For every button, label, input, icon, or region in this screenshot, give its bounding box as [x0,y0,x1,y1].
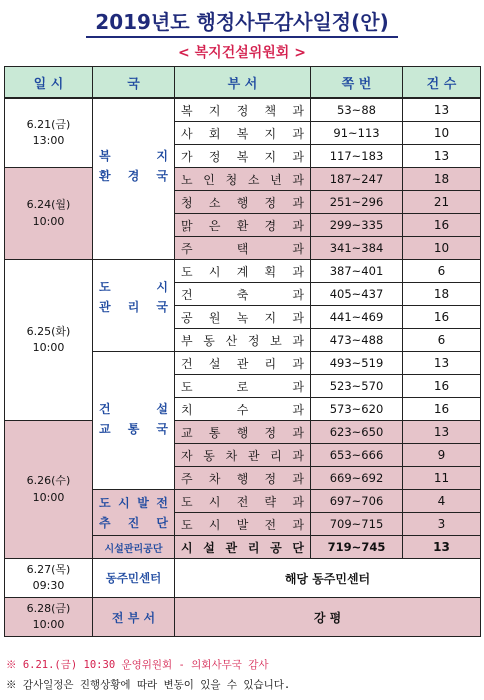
table-row [5,98,481,122]
pages-cell: 573~620 [311,398,403,421]
bureau-label: 복 지 [99,149,168,163]
pages-cell: 341~384 [311,237,403,260]
header-date: 일 시 [5,67,93,99]
dept-cell: 건 설 관 리 과 [175,352,311,375]
dept-cell: 사 회 복 지 과 [175,122,311,145]
count-cell: 16 [403,375,481,398]
date-cell: 6.21(금) 13:00 [5,98,93,168]
count-cell: 10 [403,237,481,260]
count-cell: 13 [403,352,481,375]
dept-cell: 부 동 산 정 보 과 [175,329,311,352]
pages-cell: 117~183 [311,145,403,168]
footnote-2 [6,677,290,692]
bureau-label: 추 진 단 [99,516,168,530]
pages-cell: 653~666 [311,444,403,467]
table-row [5,421,481,444]
bureau-cell-community: 동주민센터 [93,559,175,598]
count-cell: 4 [403,490,481,513]
count-cell: 13 [403,145,481,168]
dept-cell: 도 시 전 략 과 [175,490,311,513]
pages-cell: 405~437 [311,283,403,306]
count-cell: 21 [403,191,481,214]
count-cell: 13 [403,421,481,444]
dept-cell: 노 인 청 소 년 과 [175,168,311,191]
date-cell: 6.26(수) 10:00 [5,421,93,559]
count-cell: 16 [403,306,481,329]
pages-cell: 709~715 [311,513,403,536]
dept-cell: 주 택 과 [175,237,311,260]
bureau-label: 건 설 [99,402,168,416]
pages-cell: 623~650 [311,421,403,444]
note-text: 6.21.(금) 10:30 운영위원회 - 의회사무국 감사 [22,659,269,671]
count-cell: 13 [403,536,481,559]
page-title: 2019년도 행정사무감사일정(안) [95,10,389,34]
count-cell: 3 [403,513,481,536]
count-cell: 6 [403,260,481,283]
bureau-label: 교 통 국 [99,422,168,436]
table-row [5,598,481,637]
bureau-cell-construction [93,352,175,490]
header-count: 건 수 [403,67,481,99]
dept-cell: 건 축 과 [175,283,311,306]
bureau-label: 관 리 국 [99,300,168,314]
count-cell: 18 [403,168,481,191]
table-row [5,559,481,598]
pages-cell: 299~335 [311,214,403,237]
bureau-cell-facility: 시설관리공단 [93,536,175,559]
count-cell: 16 [403,214,481,237]
committee-subtitle: < 복지건설위원회 > [178,45,306,61]
dept-cell: 자 동 차 관 리 과 [175,444,311,467]
dept-cell: 가 정 복 지 과 [175,145,311,168]
pages-cell: 387~401 [311,260,403,283]
dept-cell: 도 시 계 획 과 [175,260,311,283]
count-cell: 9 [403,444,481,467]
count-cell: 16 [403,398,481,421]
date-cell: 6.25(화) 10:00 [5,260,93,421]
table-row [5,260,481,283]
header-bureau: 국 [93,67,175,99]
bureau-cell-all: 전 부 서 [93,598,175,637]
pages-cell: 473~488 [311,329,403,352]
bureau-label: 도 시 [99,280,168,294]
dept-cell: 시 설 관 리 공 단 [175,536,311,559]
count-cell: 13 [403,98,481,122]
count-cell: 11 [403,467,481,490]
note-mark: ※ [6,659,17,671]
pages-cell: 493~519 [311,352,403,375]
dept-cell: 맑 은 환 경 과 [175,214,311,237]
bureau-cell-urban-dev [93,490,175,536]
table-row [5,168,481,191]
dept-cell: 치 수 과 [175,398,311,421]
bureau-cell-urban [93,260,175,352]
header-department: 부 서 [175,67,311,99]
note-mark: ※ [6,679,17,691]
date-cell: 6.24(월) 10:00 [5,168,93,260]
count-cell: 18 [403,283,481,306]
audit-schedule-table [4,66,481,637]
dept-cell: 도 로 과 [175,375,311,398]
count-cell: 10 [403,122,481,145]
dept-cell: 도 시 발 전 과 [175,513,311,536]
dept-cell: 공 원 녹 지 과 [175,306,311,329]
pages-cell: 441~469 [311,306,403,329]
review-cell: 강 평 [175,598,481,637]
dept-cell: 교 통 행 정 과 [175,421,311,444]
pages-cell: 187~247 [311,168,403,191]
title-underline [86,36,398,38]
pages-cell: 697~706 [311,490,403,513]
dept-cell: 복 지 정 책 과 [175,98,311,122]
pages-cell: 719~745 [311,536,403,559]
table-header-row [5,67,481,99]
count-cell: 6 [403,329,481,352]
header-pages: 쪽 번 [311,67,403,99]
community-center-cell: 해당 동주민센터 [175,559,481,598]
date-cell: 6.28(금) 10:00 [5,598,93,637]
dept-cell: 주 차 행 정 과 [175,467,311,490]
date-cell: 6.27(목) 09:30 [5,559,93,598]
bureau-label: 환 경 국 [99,169,168,183]
note-text: 감사일정은 진행상황에 따라 변동이 있을 수 있습니다. [22,679,291,691]
dept-cell: 청 소 행 정 과 [175,191,311,214]
pages-cell: 91~113 [311,122,403,145]
footnote-1 [6,657,268,672]
pages-cell: 669~692 [311,467,403,490]
bureau-cell-welfare [93,98,175,260]
bureau-label: 도 시 발 전 [99,496,168,510]
pages-cell: 523~570 [311,375,403,398]
pages-cell: 53~88 [311,98,403,122]
pages-cell: 251~296 [311,191,403,214]
